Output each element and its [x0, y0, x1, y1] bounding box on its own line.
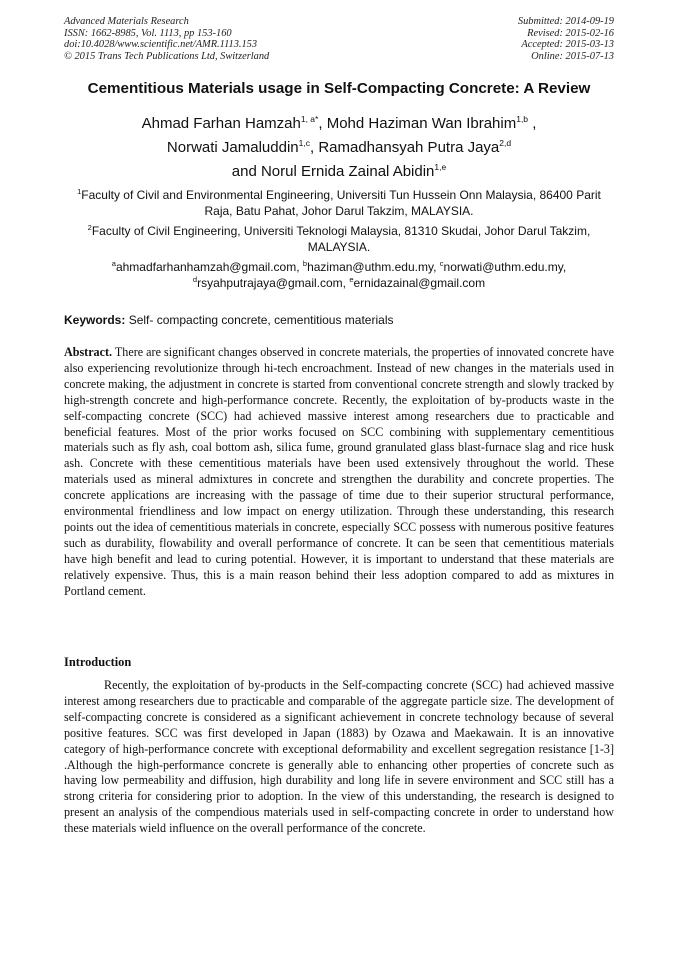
author-line-3 [40, 160, 638, 184]
date-online: Online: 2015-07-13 [531, 50, 614, 62]
email-address: norwati@uthm.edu.my, [443, 260, 567, 274]
author-separator: , [532, 115, 537, 132]
email-mark: c [439, 259, 444, 268]
author-affiliation-mark: 2,d [499, 138, 512, 148]
paper-title: Cementitious Materials usage in Self-Compacting Concrete: A Review [87, 80, 591, 97]
author-name: Norwati Jamaluddin [166, 139, 299, 156]
date-revised: Revised: 2015-02-16 [527, 27, 614, 39]
journal-doi: doi:10.4028/www.scientific.net/AMR.1113.153 [64, 39, 258, 51]
author-affiliation-mark: 1,b [516, 114, 529, 124]
keywords [64, 313, 614, 328]
affiliation-2 [64, 224, 614, 255]
author-affiliation-mark: 1,c [298, 138, 310, 148]
author-conjunction: and [231, 163, 257, 180]
author-name: Mohd Haziman Wan Ibrahim [326, 115, 517, 132]
keywords-text: Self- compacting concrete, cementitious materials [128, 313, 394, 327]
email-address: ahmadfarhanhamzah@gmail.com, [115, 260, 300, 274]
author-affiliation-mark: 1, a* [300, 114, 319, 124]
introduction-paragraph: Recently, the exploitation of by-products in the Self-compacting concrete (SCC) had achieved massive interest among researchers due to practicable and comparable of the aggregate particle size. The development of self-compacting concrete is considered as a significant achievement in concrete technology because of several positive features. SCC was first developed in Japan (1883) by Ozawa and Maekawain. It is an innovative category of high-performance concrete with exceptional deformability and excellent segregation resistance [1-3] .Although the high-performance concrete is generally able to enhancing other properties of concrete such as having low permeability and diffusion, high durability and long life in severe environment and SCC still has a strong criteria for considering prior to adoption. In the view of this understanding, the research is designed to present an analysis of the compendious materials used in self-compacting concrete in order to understand how these materials wield influence on the overall performance of the concrete. [64, 678, 614, 836]
email-mark: d [192, 274, 198, 284]
author-separator: , [318, 115, 323, 132]
author-name: Ahmad Farhan Hamzah [141, 115, 301, 132]
affiliation-mark: 2 [87, 223, 92, 232]
abstract-text: There are significant changes observed in concrete materials, the properties of innovated concrete have also experiencing revolutionize through hi-tech encroachment. Instead of new changes in the materials used in concrete making, the adjustment in concrete is started from conventional concrete strength and slowly tracked by high-strength concrete and high-performance concrete. Recently, the exploitation of by-products waste in the self-compacting concrete (SCC) had achieved massive interest among researchers due to practicable and beneficial features. Most of the prior works focused on SCC combining with supplementary cementitious materials such as fly ash, coal bottom ash, silica fume, ground granulated glass blast-furnace slag and rice husk ash. Concrete with these cementitious materials have been used extensively throughout the world. These materials used as mineral admixtures in concrete and strengthen the durability and concrete properties. The concrete applications are increasing with the passage of time due to their superior structural performance, environmental friendliness and low impact on energy utilization. Through these understanding, this research points out the idea of cementitious materials in concrete, especially SCC possess with numerous positive features such as durability, flowability and overall performance of concrete. It can be seen that cementitious materials have high benefit and lead to curing potential. However, it is important to understand that these materials are relatively expensive. Thus, this is a main reason behind their less adoption compared to add as mixtures in Portland cement. [64, 345, 614, 598]
journal-issn: ISSN: 1662-8985, Vol. 1113, pp 153-160 [64, 27, 232, 39]
author-name: Ramadhansyah Putra Jaya [318, 139, 500, 156]
email-address: haziman@uthm.edu.my, [307, 260, 437, 274]
section-heading-introduction: Introduction [64, 655, 132, 669]
author-name: Norul Ernida Zainal Abidin [260, 163, 435, 180]
keywords-label: Keywords: [64, 313, 126, 327]
journal-copyright: © 2015 Trans Tech Publications Ltd, Switzerland [64, 50, 270, 62]
abstract [64, 345, 614, 600]
author-affiliation-mark: 1,e [434, 162, 447, 172]
affiliation-text: Faculty of Civil Engineering, Universiti Teknologi Malaysia, 81310 Skudai, Johor Darul Takzim, MALAYSIA. [91, 224, 591, 254]
email-mark: a [111, 259, 116, 268]
date-submitted: Submitted: 2014-09-19 [517, 16, 614, 27]
date-accepted: Accepted: 2015-03-13 [521, 39, 614, 51]
email-address: ernidazainal@gmail.com [353, 275, 486, 290]
email-mark: b [302, 259, 308, 268]
journal-header-left [64, 16, 269, 62]
author-separator: , [309, 139, 315, 156]
affiliation-text: Faculty of Civil and Environmental Engineering, Universiti Tun Hussein Onn Malaysia, 86400 Parit Raja, Batu Pahat, Johor Darul Takzim, MALAYSIA. [81, 188, 601, 218]
author-line-2 [40, 136, 638, 160]
author-list [40, 112, 638, 184]
journal-header-right [518, 16, 614, 62]
abstract-label: Abstract. [64, 345, 113, 359]
author-emails [64, 260, 614, 291]
affiliation-mark: 1 [77, 187, 82, 196]
journal-name: Advanced Materials Research [64, 16, 189, 27]
affiliation-1 [64, 188, 614, 219]
email-address: rsyahputrajaya@gmail.com, [197, 275, 346, 290]
author-line-1 [40, 112, 638, 136]
email-mark: e [349, 274, 354, 284]
